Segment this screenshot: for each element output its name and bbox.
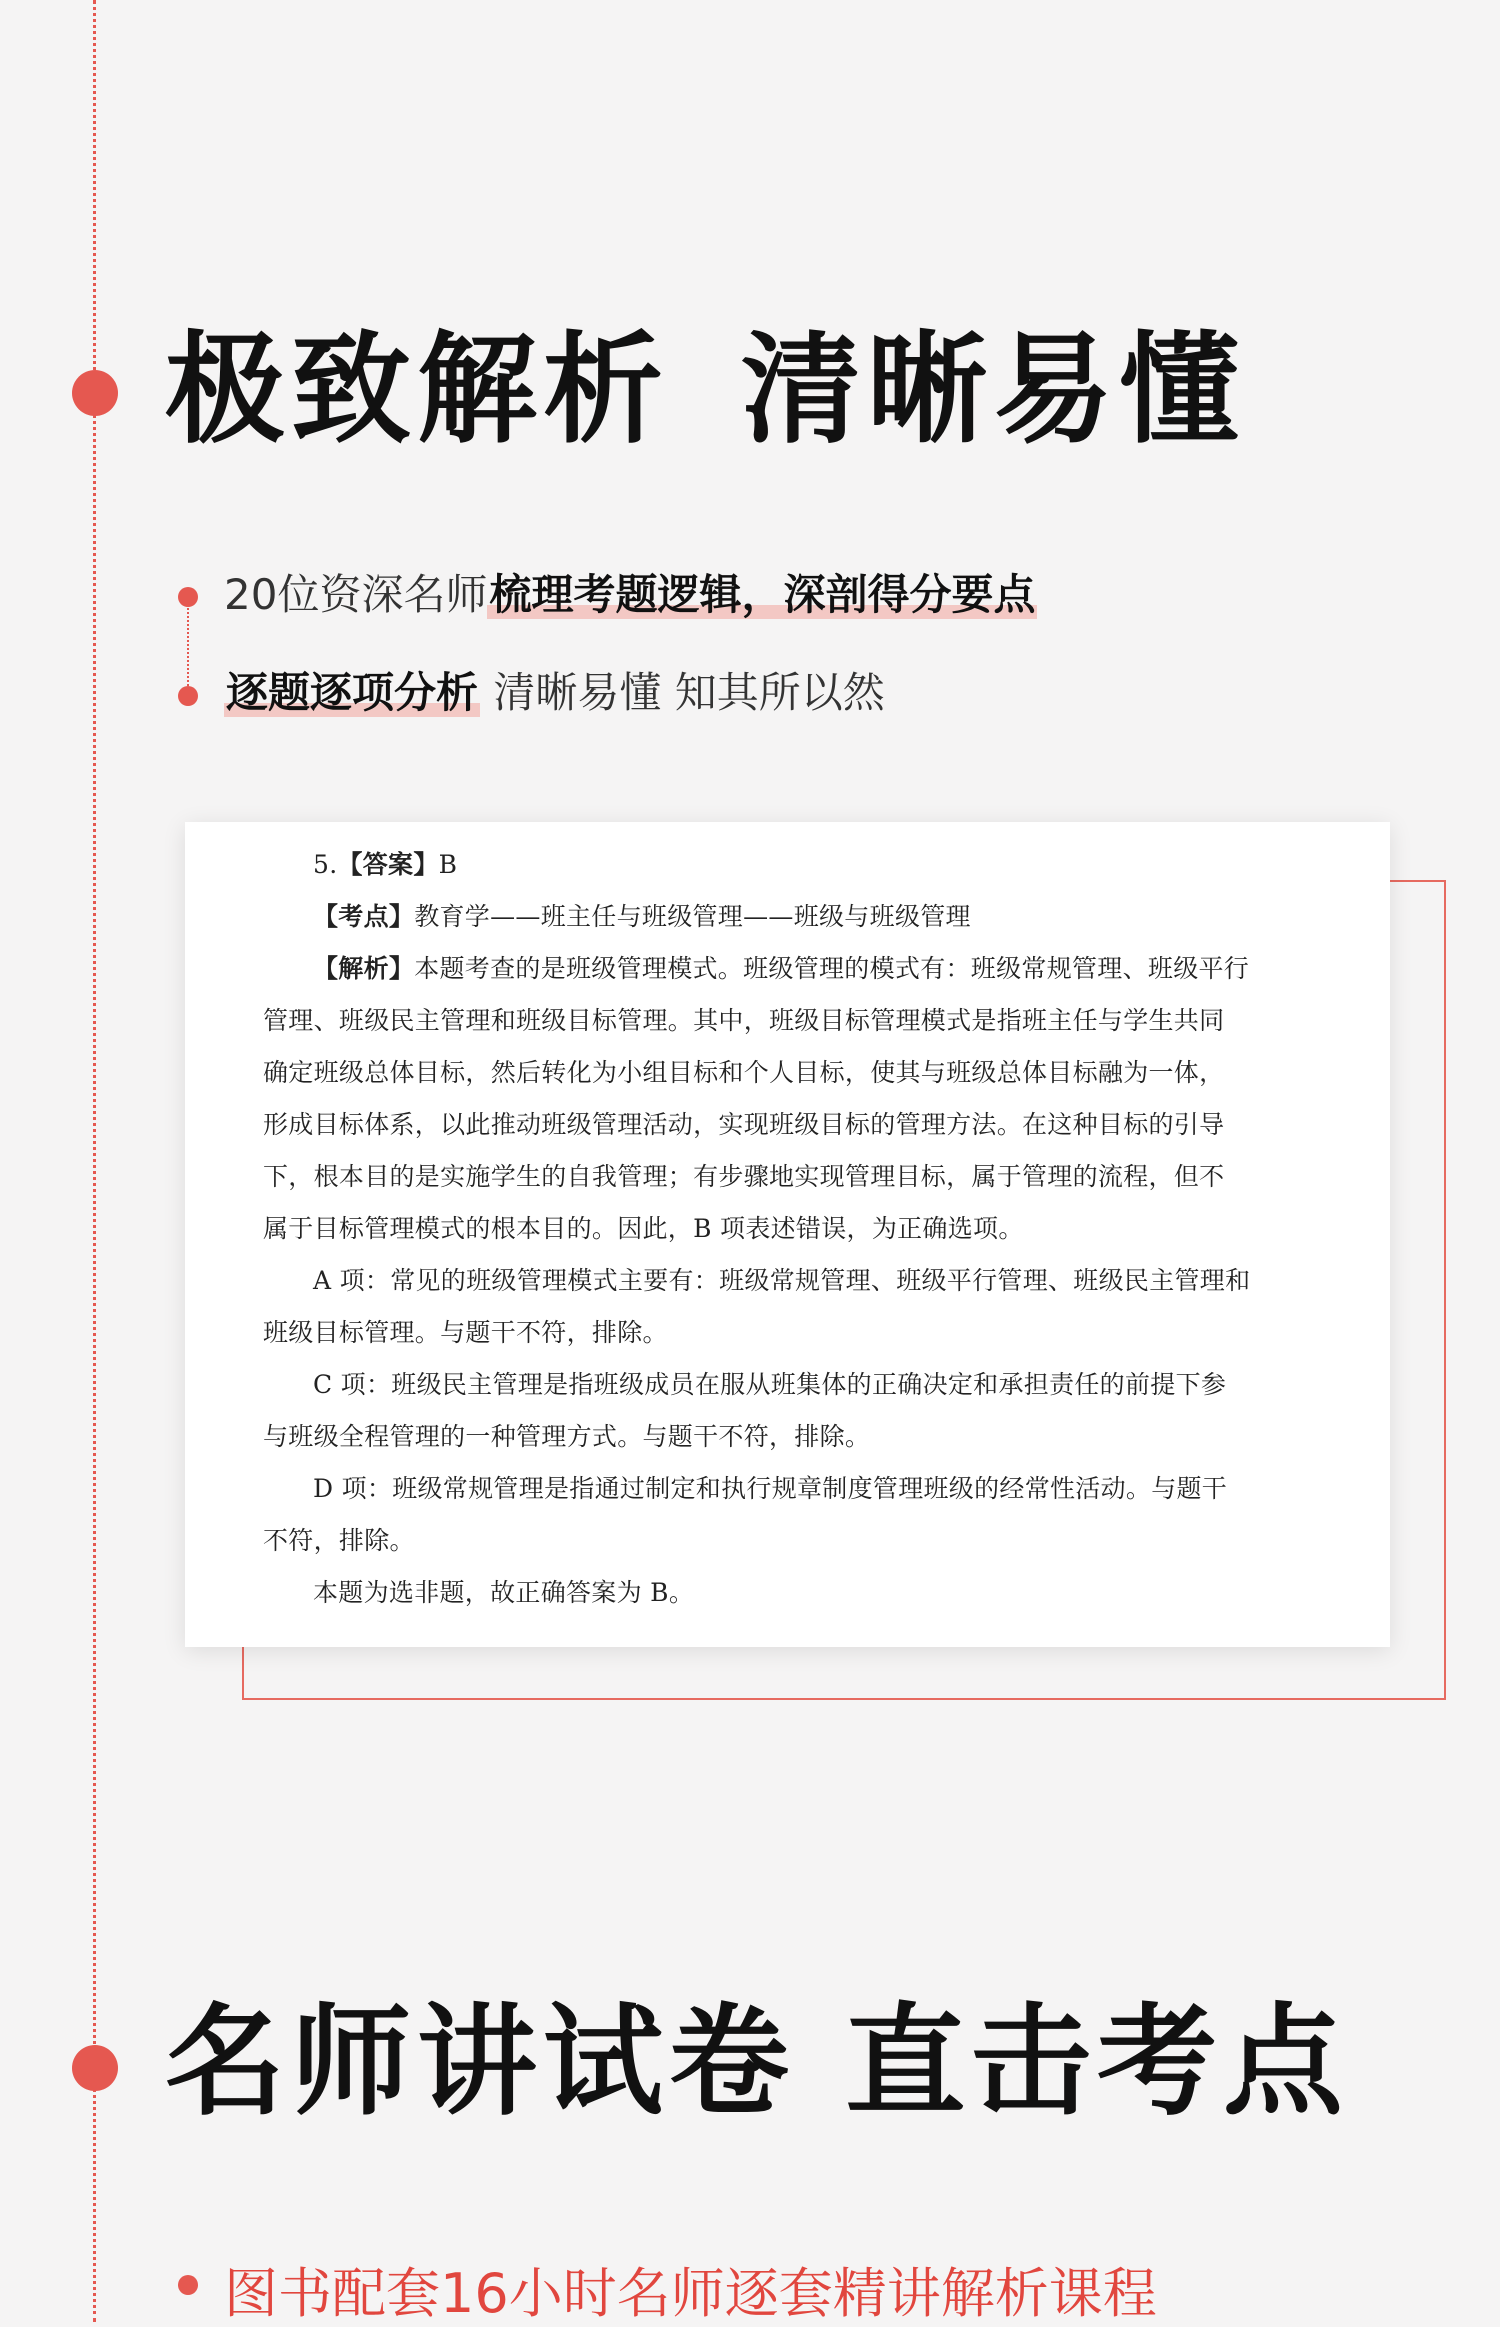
doc-jiexi-line-5: 下，根本目的是实施学生的自我管理；有步骤地实现管理目标，属于管理的流程，但不: [263, 1162, 1225, 1191]
bullet-1-emphasis: 梳理考题逻辑，深剖得分要点: [489, 570, 1036, 619]
doc-jiexi-line-3: 确定班级总体目标，然后转化为小组目标和个人目标，使其与班级总体目标融为一体，: [263, 1058, 1225, 1087]
doc-option-c-line-1: C 项：班级民主管理是指班级成员在服从班集体的正确决定和承担责任的前提下参: [313, 1370, 1227, 1399]
doc-jiexi-line-1: [313, 954, 1310, 984]
doc-answer-num: 5.: [313, 850, 338, 879]
doc-answer-line: [313, 850, 1310, 880]
document-card: [185, 822, 1390, 1647]
timeline-line: [93, 0, 96, 2322]
section2-heading-part2: 直击考点: [845, 1991, 1349, 2132]
bullet-1: [224, 570, 1037, 620]
doc-answer-value: B: [438, 850, 458, 879]
doc-answer-tag: 【答案】: [337, 850, 439, 879]
timeline-dot-section1: [72, 370, 118, 416]
doc-option-a-line-1: A 项：常见的班级管理模式主要有：班级常规管理、班级平行管理、班级民主管理和: [313, 1266, 1251, 1295]
section1-heading-part1: 极致解析: [165, 319, 669, 460]
section2-heading: [165, 1991, 1349, 2132]
doc-option-d-line-1: D 项：班级常规管理是指通过制定和执行规章制度管理班级的经常性活动。与题干: [313, 1474, 1228, 1503]
doc-conclusion: 本题为选非题，故正确答案为 B。: [313, 1578, 695, 1607]
bullet-connector: [187, 608, 189, 686]
bullet-dot-1: [178, 587, 198, 607]
bullet-dot-promo: [178, 2275, 198, 2295]
bullet-dot-2: [178, 686, 198, 706]
bullet-2-emphasis: 逐题逐项分析: [226, 668, 479, 717]
bullet-2: [224, 668, 885, 718]
doc-option-c-line-2: 与班级全程管理的一种管理方式。与题干不符，排除。: [263, 1422, 871, 1451]
doc-kaodian-line: [313, 902, 1310, 932]
doc-kaodian-text: 教育学——班主任与班级管理——班级与班级管理: [414, 902, 971, 931]
doc-kaodian-tag: 【考点】: [313, 902, 415, 931]
doc-jiexi-line-4: 形成目标体系，以此推动班级管理活动，实现班级目标的管理方法。在这种目标的引导: [263, 1110, 1225, 1139]
doc-jiexi-text-1: 本题考查的是班级管理模式。班级管理的模式有：班级常规管理、班级平行: [414, 954, 1250, 983]
doc-jiexi-line-6: 属于目标管理模式的根本目的。因此，B 项表述错误，为正确选项。: [263, 1214, 1024, 1243]
section2-heading-part1: 名师讲试卷: [165, 1991, 795, 2132]
bullet-2-plain: 清晰易懂 知其所以然: [493, 668, 885, 717]
doc-jiexi-line-2: 管理、班级民主管理和班级目标管理。其中，班级目标管理模式是指班主任与学生共同: [263, 1006, 1225, 1035]
doc-option-a-line-2: 班级目标管理。与题干不符，排除。: [263, 1318, 668, 1347]
timeline-dot-section2: [72, 2045, 118, 2091]
section1-heading-part2: 清晰易懂: [741, 319, 1245, 460]
promo-text: 图书配套16小时名师逐套精讲解析课程: [224, 2262, 1157, 2325]
bullet-1-plain: 20位资深名师: [224, 570, 488, 619]
section1-heading: [165, 319, 1245, 460]
doc-jiexi-tag: 【解析】: [313, 954, 415, 983]
doc-option-d-line-2: 不符，排除。: [263, 1526, 415, 1555]
